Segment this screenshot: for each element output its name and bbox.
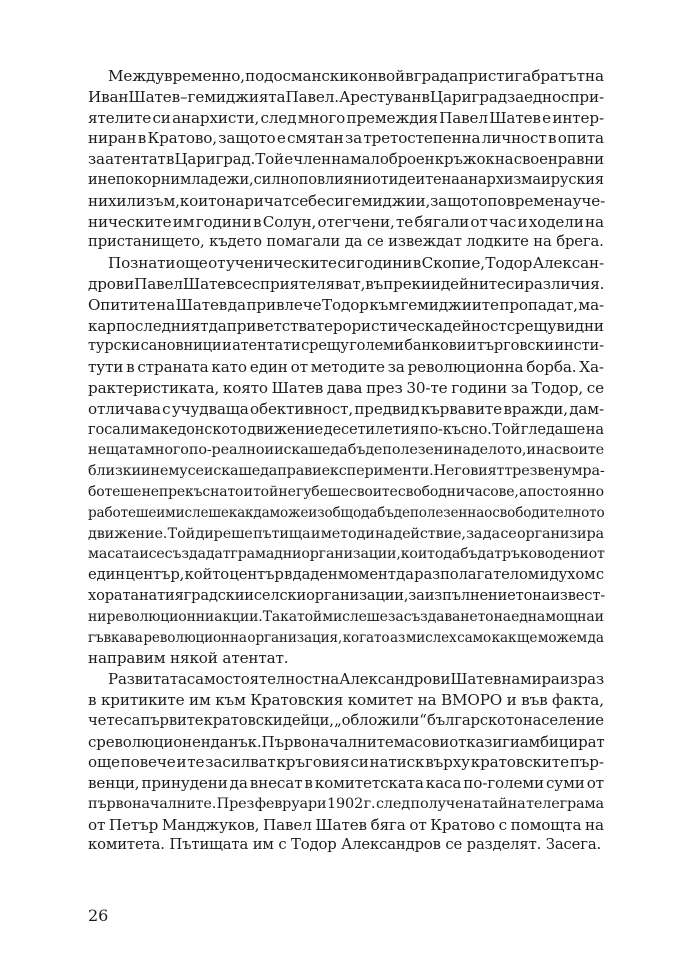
text-line: ниран в Кратово, защото е смятан за третостепенна личност в опита [88, 129, 604, 148]
body-text [88, 66, 604, 856]
text-line: и непокорни младежи, силно повлияни от идеите на анархизма и руския [88, 170, 604, 188]
text-line: с революционен данък. Първоначалните масови откази ги амбицират [88, 732, 605, 751]
text-line: ботеше непрекъснато и той не губеше своите свободни часове, а постоянно [88, 483, 604, 500]
text-line: дров и Павел Шатев се сприятеляват, въпреки идейните си различия. [88, 274, 605, 293]
text-line: в критиките им към Кратовския комитет на ВМОРО и във факта, [88, 690, 604, 709]
text-line: направим някой атентат. [88, 649, 289, 668]
text-line: нещата много по-реално и искаше да бъде полезен и на делото, и на своите [88, 442, 604, 459]
text-line: още повече и те засилват кръговия си натиск върху кратовските пър- [88, 753, 604, 772]
text-line: гъвкава революционна организация, когато аз мислех само как ще можем да [88, 629, 604, 646]
text-line: че те са първите кратовски дейци, „обложили“ българското население [88, 711, 604, 729]
paragraph [88, 669, 604, 856]
text-line: един център, който център в даден момент да разполага телом и духом с [88, 566, 604, 584]
text-line: от Петър Манджуков, Павел Шатев бяга от Кратово с помощта на [88, 815, 604, 834]
text-line: комитета. Пътищата им с Тодор Александров се разделят. Засега. [88, 836, 602, 854]
text-line: рактеристиката, която Шатев дава през 30-те години за Тодор, се [88, 378, 604, 397]
text-line: ническите им години в Солун, отегчени, те бягали от час и ходели на [88, 212, 604, 231]
text-line: ни революционни акции. Така той мислеше за създаването на една мощна и [88, 608, 604, 625]
text-line: пристанището, където помагали да се извеждат лодките на брега. [88, 233, 604, 251]
text-line: турски сановници и атентати срещу големи банкови и търговски инсти- [88, 337, 604, 355]
paragraph [88, 253, 604, 669]
text-line: Развитата самостоятелност на Александров и Шатев намира израз [108, 670, 604, 689]
page-number: 26 [88, 906, 109, 925]
text-line: ятелите си анархисти, след много премеждия Павел Шатев е интер- [88, 108, 604, 127]
text-line: за атентат в Цариград. Той е член на малоброен кръжок на своенравни [88, 150, 604, 169]
text-line: тути в страната като един от методите за революционна борба. Ха- [88, 358, 604, 377]
text-line: венци, принудени да внесат в комитетската каса по-големи суми от [88, 774, 604, 793]
text-line: кар последният да приветства терористическа дейност срещу видни [88, 316, 604, 335]
text-line: Иван Шатев – гемиджията Павел. Арестуван в Цариград заедно с при- [88, 87, 604, 106]
paragraph [88, 66, 604, 253]
text-line: хората на тия градски и селски организации, за изпълнението на извест- [88, 586, 606, 604]
text-line: госали македонското движение десетилетия по-късно. Той гледаше на [88, 420, 604, 438]
text-line: масата и се създадат грамадни организации, които да бъдат ръководени от [88, 546, 605, 563]
text-line: първоначалните. През февруари 1902 г. след получена тайна телеграма [88, 795, 604, 812]
text-line: движение. Той диреше пътища и методи на действие, за да се организира [88, 525, 604, 542]
text-line: Опитите на Шатев да привлече Тодор към гемиджиите пропадат, ма- [88, 295, 604, 314]
text-line: нихилизъм, които наричат себе си гемиджии, защото по време на уче- [88, 191, 606, 210]
text-line: отличава с учудваща обективност, предвид кървавите вражди, дам- [88, 399, 604, 418]
text-line: работеше и мислеше как да може изобщо да бъде полезен на освободителното [88, 504, 605, 521]
text-line: Познати още от ученическите си години в Скопие, Тодор Алексан- [108, 254, 604, 273]
text-line: Междувременно, под османски конвой в града пристига братът на [108, 67, 604, 85]
text-line: близки и не му се искаше да прави експерименти. Неговият трезвен ум ра- [88, 463, 605, 480]
